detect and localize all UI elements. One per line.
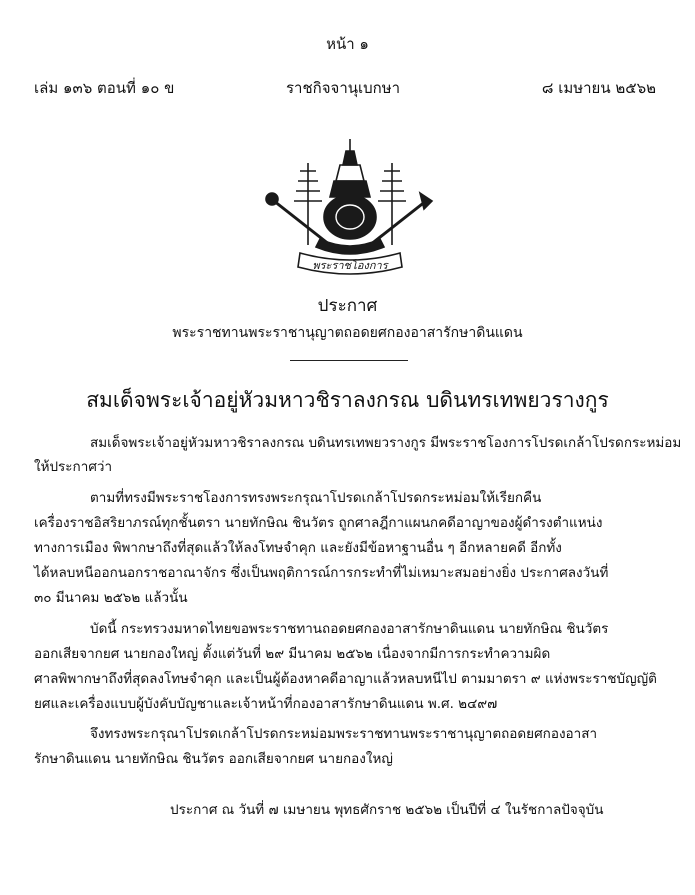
body-line: สมเด็จพระเจ้าอยู่หัวมหาวชิราลงกรณ บดินทรเทพยวรางกูร มีพระราชโองการโปรดเกล้าโปรดกระหม่อม [90, 435, 682, 451]
page-number: หน้า ๑ [326, 35, 369, 53]
signoff: ประกาศ ณ วันที่ ๗ เมษายน พุทธศักราช ๒๕๖๒ เป็นปีที่ ๔ ในรัชกาลปัจจุบัน [170, 802, 604, 818]
body-line: เครื่องราชอิสริยาภรณ์ทุกชั้นตรา นายทักษิณ ชินวัตร ถูกศาลฎีกาแผนกคดีอาญาของผู้ดำรงตำแหน่ง [34, 515, 603, 531]
body-line: รักษาดินแดน นายทักษิณ ชินวัตร ออกเสียจากยศ นายกองใหญ่ [34, 751, 393, 767]
announcement-title: ประกาศ [317, 296, 378, 316]
volume-issue: เล่ม ๑๓๖ ตอนที่ ๑๐ ข [34, 79, 175, 97]
body-line: ได้หลบหนีออกนอกราชอาณาจักร ซึ่งเป็นพฤติการณ์การกระทำที่ไม่เหมาะสมอย่างยิ่ง ประกาศลงวันที่ [34, 565, 609, 581]
body-line: ออกเสียจากยศ นายกองใหญ่ ตั้งแต่วันที่ ๒๙ มีนาคม ๒๕๖๒ เนื่องจากมีการกระทำความผิด [34, 646, 551, 662]
body-line: ๓๐ มีนาคม ๒๕๖๒ แล้วนั้น [34, 590, 188, 606]
king-name: สมเด็จพระเจ้าอยู่หัวมหาวชิราลงกรณ บดินทรเทพยวรางกูร [86, 388, 609, 412]
journal-name: ราชกิจจานุเบกษา [286, 79, 401, 97]
royal-emblem-icon [260, 135, 440, 285]
body-line: ศาลพิพากษาถึงที่สุดลงโทษจำคุก และเป็นผู้ต้องหาคดีอาญาแล้วหลบหนีไป ตามมาตรา ๙ แห่งพระราชบัญญัติ [34, 671, 657, 687]
announcement-subtitle: พระราชทานพระราชานุญาตถอดยศกองอาสารักษาดินแดน [172, 325, 523, 341]
body-line: บัดนี้ กระทรวงมหาดไทยขอพระราชทานถอดยศกองอาสารักษาดินแดน นายทักษิณ ชินวัตร [90, 621, 609, 637]
body-line: ทางการเมือง พิพากษาถึงที่สุดแล้วให้ลงโทษจำคุก และยังมีข้อหาฐานอื่น ๆ อีกหลายคดี อีกทั้ง [34, 540, 562, 556]
emblem-inscription: พระราชโองการ [312, 259, 388, 272]
body-line: ให้ประกาศว่า [34, 459, 113, 475]
body-line: จึงทรงพระกรุณาโปรดเกล้าโปรดกระหม่อมพระราชทานพระราชานุญาตถอดยศกองอาสา [90, 726, 598, 742]
body-line: ยศและเครื่องแบบผู้บังคับบัญชาและเจ้าหน้าที่กองอาสารักษาดินแดน พ.ศ. ๒๔๙๗ [34, 696, 498, 712]
body-line: ตามที่ทรงมีพระราชโองการทรงพระกรุณาโปรดเกล้าโปรดกระหม่อมให้เรียกคืน [90, 490, 542, 506]
divider [290, 360, 408, 361]
publication-date: ๘ เมษายน ๒๕๖๒ [541, 79, 656, 97]
gazette-header [34, 76, 656, 98]
